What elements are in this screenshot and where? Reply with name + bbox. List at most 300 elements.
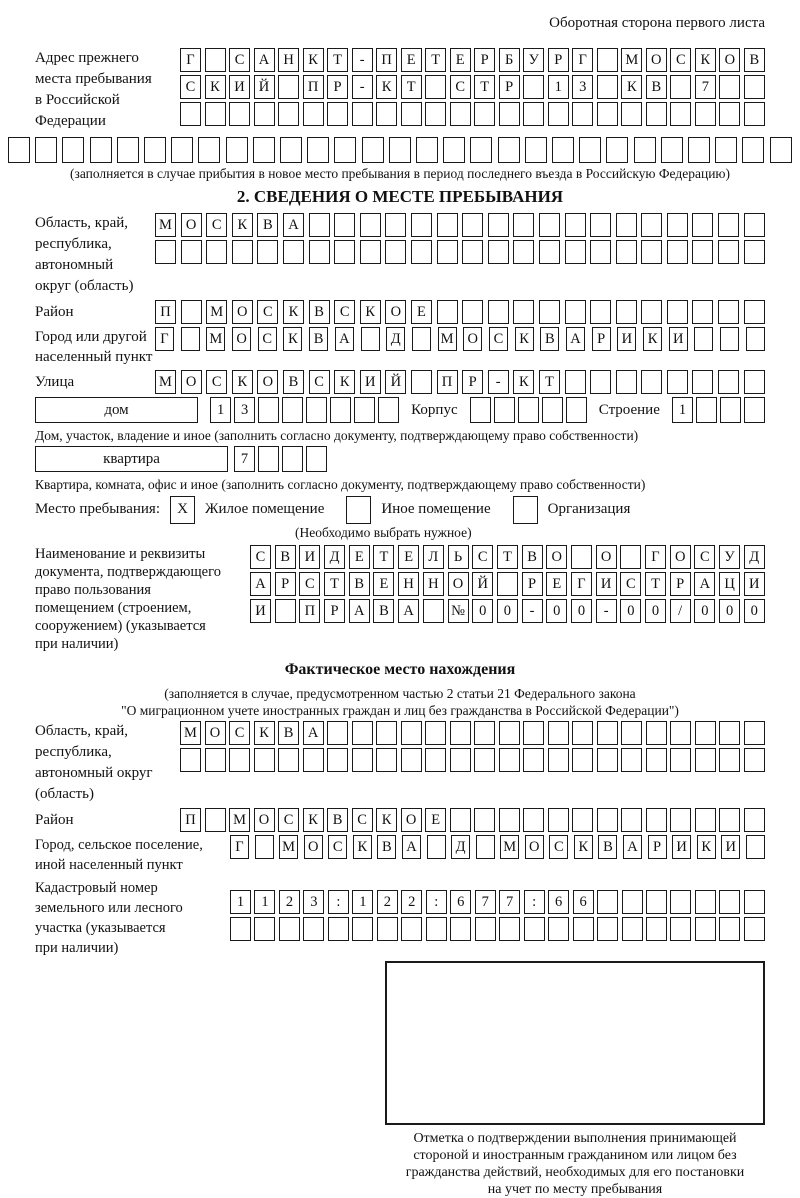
char-cell[interactable]: С [334,300,355,324]
char-cell[interactable]: 7 [475,890,496,914]
char-cell[interactable]: И [229,75,250,99]
char-cell[interactable] [641,370,662,394]
char-cell[interactable] [334,213,355,237]
char-cell[interactable] [303,917,324,941]
char-cell[interactable]: В [309,300,330,324]
char-cell[interactable] [744,75,765,99]
char-cell[interactable] [411,240,432,264]
char-cell[interactable]: К [376,75,397,99]
char-cell[interactable] [376,721,397,745]
char-cell[interactable] [572,721,593,745]
char-cell[interactable]: Т [474,75,495,99]
char-cell[interactable]: М [206,300,227,324]
char-cell[interactable] [670,102,691,126]
char-cell[interactable]: О [646,48,667,72]
char-cell[interactable] [548,748,569,772]
char-cell[interactable] [330,397,351,423]
char-cell[interactable]: В [283,370,304,394]
char-cell[interactable]: К [254,721,275,745]
char-cell[interactable] [744,213,765,237]
char-cell[interactable] [548,721,569,745]
char-cell[interactable] [426,917,447,941]
char-cell[interactable]: Т [539,370,560,394]
char-cell[interactable] [427,835,446,859]
char-cell[interactable] [719,75,740,99]
char-cell[interactable] [590,300,611,324]
char-cell[interactable]: 2 [401,890,422,914]
char-cell[interactable] [498,137,520,163]
char-cell[interactable]: В [373,599,394,623]
char-cell[interactable] [616,300,637,324]
char-cell[interactable]: К [334,370,355,394]
char-cell[interactable] [646,748,667,772]
char-cell[interactable]: В [522,545,543,569]
char-cell[interactable] [688,137,710,163]
char-cell[interactable]: О [385,300,406,324]
char-cell[interactable] [667,300,688,324]
char-cell[interactable] [719,102,740,126]
char-cell[interactable]: Г [572,48,593,72]
char-cell[interactable]: О [181,213,202,237]
char-cell[interactable] [572,748,593,772]
char-cell[interactable] [744,721,765,745]
char-cell[interactable]: Е [398,545,419,569]
char-cell[interactable]: С [180,75,201,99]
char-cell[interactable] [597,102,618,126]
char-cell[interactable] [616,370,637,394]
char-cell[interactable]: С [450,75,471,99]
char-cell[interactable]: С [278,808,299,832]
char-cell[interactable] [376,748,397,772]
char-cell[interactable] [385,240,406,264]
char-cell[interactable] [744,102,765,126]
char-cell[interactable] [354,397,375,423]
char-cell[interactable]: С [328,835,347,859]
char-cell[interactable] [523,102,544,126]
char-cell[interactable]: В [646,75,667,99]
char-cell[interactable]: Т [373,545,394,569]
char-cell[interactable]: 6 [450,890,471,914]
char-cell[interactable] [513,240,534,264]
char-cell[interactable]: О [463,327,482,351]
char-cell[interactable] [622,917,643,941]
char-cell[interactable] [171,137,193,163]
char-cell[interactable]: 0 [472,599,493,623]
char-cell[interactable] [334,240,355,264]
char-cell[interactable]: Й [472,572,493,596]
char-cell[interactable]: : [328,890,349,914]
char-cell[interactable]: 3 [303,890,324,914]
char-cell[interactable] [181,327,200,351]
char-cell[interactable]: 7 [695,75,716,99]
char-cell[interactable] [590,213,611,237]
char-cell[interactable] [539,213,560,237]
char-cell[interactable]: 6 [548,890,569,914]
char-cell[interactable]: И [250,599,271,623]
char-cell[interactable] [590,240,611,264]
char-cell[interactable] [695,917,716,941]
char-cell[interactable] [572,102,593,126]
char-cell[interactable]: Е [401,48,422,72]
char-cell[interactable] [499,917,520,941]
char-cell[interactable]: В [377,835,396,859]
char-cell[interactable] [622,890,643,914]
char-cell[interactable] [450,808,471,832]
char-cell[interactable] [524,917,545,941]
char-cell[interactable] [229,748,250,772]
char-cell[interactable]: А [398,599,419,623]
char-cell[interactable]: К [283,300,304,324]
char-cell[interactable]: О [670,545,691,569]
char-cell[interactable] [634,137,656,163]
char-cell[interactable] [692,370,713,394]
char-cell[interactable] [597,75,618,99]
char-cell[interactable]: В [278,721,299,745]
char-cell[interactable] [401,721,422,745]
char-cell[interactable] [670,75,691,99]
char-cell[interactable] [462,300,483,324]
char-cell[interactable] [254,102,275,126]
char-cell[interactable] [718,213,739,237]
char-cell[interactable]: О [257,370,278,394]
char-cell[interactable] [450,102,471,126]
char-cell[interactable]: С [250,545,271,569]
char-cell[interactable] [488,213,509,237]
char-cell[interactable]: С [472,545,493,569]
char-cell[interactable]: У [523,48,544,72]
char-cell[interactable] [254,917,275,941]
char-cell[interactable]: С [549,835,568,859]
char-cell[interactable] [425,748,446,772]
char-cell[interactable]: 1 [210,397,231,423]
char-cell[interactable] [497,572,518,596]
char-cell[interactable]: Р [548,48,569,72]
char-cell[interactable] [548,102,569,126]
char-cell[interactable] [590,370,611,394]
char-cell[interactable] [770,137,792,163]
char-cell[interactable]: Р [522,572,543,596]
char-cell[interactable]: Н [278,48,299,72]
char-cell[interactable] [694,327,713,351]
char-cell[interactable] [552,137,574,163]
char-cell[interactable] [198,137,220,163]
char-cell[interactable]: 0 [744,599,765,623]
char-cell[interactable]: 3 [234,397,255,423]
char-cell[interactable]: С [229,48,250,72]
char-cell[interactable] [230,917,251,941]
char-cell[interactable]: С [257,300,278,324]
char-cell[interactable] [411,370,432,394]
char-cell[interactable]: Е [373,572,394,596]
char-cell[interactable] [646,890,667,914]
char-cell[interactable] [35,137,57,163]
char-cell[interactable] [205,102,226,126]
char-cell[interactable] [205,808,226,832]
char-cell[interactable]: Р [462,370,483,394]
char-cell[interactable] [695,721,716,745]
char-cell[interactable] [695,808,716,832]
char-cell[interactable] [539,300,560,324]
char-cell[interactable] [696,397,717,423]
char-cell[interactable]: Е [450,48,471,72]
char-cell[interactable] [621,808,642,832]
char-cell[interactable] [474,748,495,772]
char-cell[interactable]: 0 [694,599,715,623]
char-cell[interactable] [548,808,569,832]
char-cell[interactable] [695,890,716,914]
char-cell[interactable] [279,917,300,941]
char-cell[interactable] [719,808,740,832]
char-cell[interactable] [328,917,349,941]
char-cell[interactable]: Н [398,572,419,596]
char-cell[interactable] [692,300,713,324]
char-cell[interactable]: А [250,572,271,596]
char-cell[interactable] [475,917,496,941]
char-cell[interactable] [360,213,381,237]
char-cell[interactable]: М [180,721,201,745]
char-cell[interactable]: М [155,213,176,237]
char-cell[interactable] [226,137,248,163]
char-cell[interactable]: 2 [377,890,398,914]
char-cell[interactable]: К [232,370,253,394]
char-cell[interactable] [597,890,618,914]
char-cell[interactable] [360,240,381,264]
char-cell[interactable] [309,240,330,264]
char-cell[interactable] [670,890,691,914]
char-cell[interactable]: С [352,808,373,832]
char-cell[interactable] [646,102,667,126]
char-cell[interactable] [718,370,739,394]
char-cell[interactable]: С [229,721,250,745]
char-cell[interactable]: О [546,545,567,569]
char-cell[interactable] [488,240,509,264]
char-cell[interactable] [744,300,765,324]
char-cell[interactable] [229,102,250,126]
char-cell[interactable] [744,370,765,394]
char-cell[interactable]: Р [474,48,495,72]
char-cell[interactable]: Г [180,48,201,72]
char-cell[interactable] [565,213,586,237]
char-cell[interactable]: Д [386,327,405,351]
char-cell[interactable]: С [206,370,227,394]
char-cell[interactable] [692,240,713,264]
char-cell[interactable] [476,835,495,859]
char-cell[interactable] [616,240,637,264]
char-cell[interactable]: О [181,370,202,394]
char-cell[interactable]: Т [327,48,348,72]
char-cell[interactable] [401,748,422,772]
char-cell[interactable] [309,213,330,237]
char-cell[interactable] [443,137,465,163]
char-cell[interactable]: М [279,835,298,859]
char-cell[interactable] [744,748,765,772]
char-cell[interactable] [641,300,662,324]
char-cell[interactable] [352,102,373,126]
char-cell[interactable]: 0 [571,599,592,623]
char-cell[interactable] [667,370,688,394]
char-cell[interactable]: С [206,213,227,237]
char-cell[interactable]: П [376,48,397,72]
char-cell[interactable] [719,748,740,772]
char-cell[interactable]: А [303,721,324,745]
char-cell[interactable] [306,397,327,423]
char-cell[interactable] [412,327,431,351]
char-cell[interactable] [646,808,667,832]
char-cell[interactable]: Е [349,545,370,569]
char-cell[interactable]: М [500,835,519,859]
char-cell[interactable] [377,917,398,941]
char-cell[interactable] [692,213,713,237]
char-cell[interactable] [423,599,444,623]
char-cell[interactable]: 7 [499,890,520,914]
char-cell[interactable] [719,890,740,914]
char-cell[interactable] [488,300,509,324]
char-cell[interactable] [253,137,275,163]
char-cell[interactable]: О [304,835,323,859]
char-cell[interactable] [180,748,201,772]
char-cell[interactable] [425,721,446,745]
char-cell[interactable]: Й [254,75,275,99]
char-cell[interactable] [144,137,166,163]
char-cell[interactable]: 6 [573,890,594,914]
char-cell[interactable]: Р [499,75,520,99]
char-cell[interactable] [719,917,740,941]
char-cell[interactable]: П [155,300,176,324]
char-cell[interactable]: Т [425,48,446,72]
char-cell[interactable]: 1 [254,890,275,914]
char-cell[interactable] [744,890,765,914]
char-cell[interactable] [542,397,563,423]
char-cell[interactable] [525,137,547,163]
char-cell[interactable] [450,748,471,772]
char-cell[interactable]: В [257,213,278,237]
char-cell[interactable]: - [488,370,509,394]
char-cell[interactable]: Т [645,572,666,596]
checkbox-organization[interactable] [513,496,538,524]
char-cell[interactable]: О [254,808,275,832]
char-cell[interactable]: И [360,370,381,394]
char-cell[interactable]: Г [230,835,249,859]
char-cell[interactable]: Г [645,545,666,569]
char-cell[interactable]: С [670,48,691,72]
char-cell[interactable]: Ь [448,545,469,569]
char-cell[interactable] [437,240,458,264]
char-cell[interactable]: А [402,835,421,859]
char-cell[interactable] [334,137,356,163]
char-cell[interactable] [572,808,593,832]
char-cell[interactable]: К [303,808,324,832]
char-cell[interactable]: О [205,721,226,745]
char-cell[interactable] [695,748,716,772]
char-cell[interactable]: Е [411,300,432,324]
char-cell[interactable] [205,48,226,72]
char-cell[interactable] [385,213,406,237]
char-cell[interactable]: К [621,75,642,99]
char-cell[interactable]: / [670,599,691,623]
char-cell[interactable] [518,397,539,423]
char-cell[interactable]: О [596,545,617,569]
char-cell[interactable] [258,446,279,472]
char-cell[interactable] [641,240,662,264]
char-cell[interactable] [565,240,586,264]
char-cell[interactable] [621,102,642,126]
char-cell[interactable]: С [309,370,330,394]
char-cell[interactable] [720,327,739,351]
char-cell[interactable] [667,213,688,237]
char-cell[interactable] [539,240,560,264]
char-cell[interactable] [670,917,691,941]
char-cell[interactable]: И [596,572,617,596]
char-cell[interactable]: П [299,599,320,623]
char-cell[interactable] [117,137,139,163]
char-cell[interactable] [661,137,683,163]
char-cell[interactable] [621,721,642,745]
char-cell[interactable]: К [205,75,226,99]
char-cell[interactable]: Р [648,835,667,859]
char-cell[interactable]: 1 [230,890,251,914]
char-cell[interactable]: Ц [719,572,740,596]
char-cell[interactable] [499,102,520,126]
char-cell[interactable]: А [254,48,275,72]
char-cell[interactable] [232,240,253,264]
char-cell[interactable] [670,808,691,832]
char-cell[interactable]: М [155,370,176,394]
char-cell[interactable]: М [621,48,642,72]
char-cell[interactable]: № [448,599,469,623]
char-cell[interactable] [474,721,495,745]
char-cell[interactable]: Е [425,808,446,832]
char-cell[interactable] [474,808,495,832]
char-cell[interactable] [571,545,592,569]
char-cell[interactable] [470,137,492,163]
char-cell[interactable]: И [299,545,320,569]
char-cell[interactable] [181,300,202,324]
char-cell[interactable]: О [448,572,469,596]
char-cell[interactable]: Т [324,572,345,596]
char-cell[interactable]: П [180,808,201,832]
char-cell[interactable] [425,102,446,126]
char-cell[interactable] [376,102,397,126]
char-cell[interactable]: М [229,808,250,832]
char-cell[interactable]: Т [497,545,518,569]
char-cell[interactable]: 0 [546,599,567,623]
char-cell[interactable]: В [349,572,370,596]
char-cell[interactable] [416,137,438,163]
char-cell[interactable] [155,240,176,264]
char-cell[interactable] [579,137,601,163]
char-cell[interactable] [523,748,544,772]
char-cell[interactable] [718,240,739,264]
char-cell[interactable]: К [353,835,372,859]
char-cell[interactable] [513,213,534,237]
char-cell[interactable] [278,748,299,772]
char-cell[interactable] [523,721,544,745]
checkbox-other-premises[interactable] [346,496,371,524]
char-cell[interactable] [566,397,587,423]
char-cell[interactable] [565,300,586,324]
char-cell[interactable] [389,137,411,163]
char-cell[interactable]: : [426,890,447,914]
char-cell[interactable]: К [283,327,302,351]
char-cell[interactable] [361,327,380,351]
char-cell[interactable]: 1 [352,890,373,914]
char-cell[interactable]: А [349,599,370,623]
char-cell[interactable]: П [437,370,458,394]
char-cell[interactable]: Р [670,572,691,596]
char-cell[interactable]: П [303,75,324,99]
char-cell[interactable] [462,240,483,264]
char-cell[interactable]: И [669,327,688,351]
